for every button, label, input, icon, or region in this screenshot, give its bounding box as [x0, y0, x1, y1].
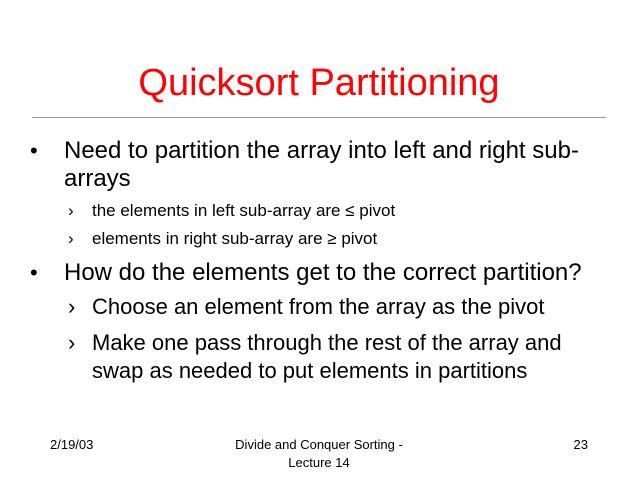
bullet-1-line-1: Need to partition the array into left and right sub-: [64, 137, 579, 164]
sub-bullet-1-2-text: elements in right sub-array are ≥ pivot: [92, 229, 378, 248]
slide-title: Quicksort Partitioning: [138, 62, 500, 104]
title-divider: [32, 117, 606, 118]
footer-title-line-2: Lecture 14: [288, 455, 350, 470]
footer-page-number: 23: [573, 437, 588, 452]
sub-bullet-2-2-line-2: swap as needed to put elements in partitions: [92, 358, 528, 383]
sub-bullet-2-2-line-1: Make one pass through the rest of the array and: [92, 330, 562, 355]
sub-bullet-marker: ›: [68, 229, 74, 248]
bullet-marker: •: [30, 138, 38, 163]
sub-bullet-marker: ›: [68, 201, 74, 220]
footer-title-line-1: Divide and Conquer Sorting -: [235, 437, 403, 452]
footer-date: 2/19/03: [50, 437, 94, 452]
bullet-marker: •: [30, 260, 38, 285]
sub-bullet-marker: ›: [68, 294, 76, 319]
sub-bullet-2-1-text: Choose an element from the array as the pivot: [92, 294, 545, 319]
sub-bullet-1-1-text: the elements in left sub-array are ≤ pivot: [92, 201, 396, 220]
bullet-2-line-1: How do the elements get to the correct partition?: [64, 259, 582, 286]
bullet-1-line-2: arrays: [64, 165, 131, 192]
sub-bullet-marker: ›: [68, 330, 76, 355]
